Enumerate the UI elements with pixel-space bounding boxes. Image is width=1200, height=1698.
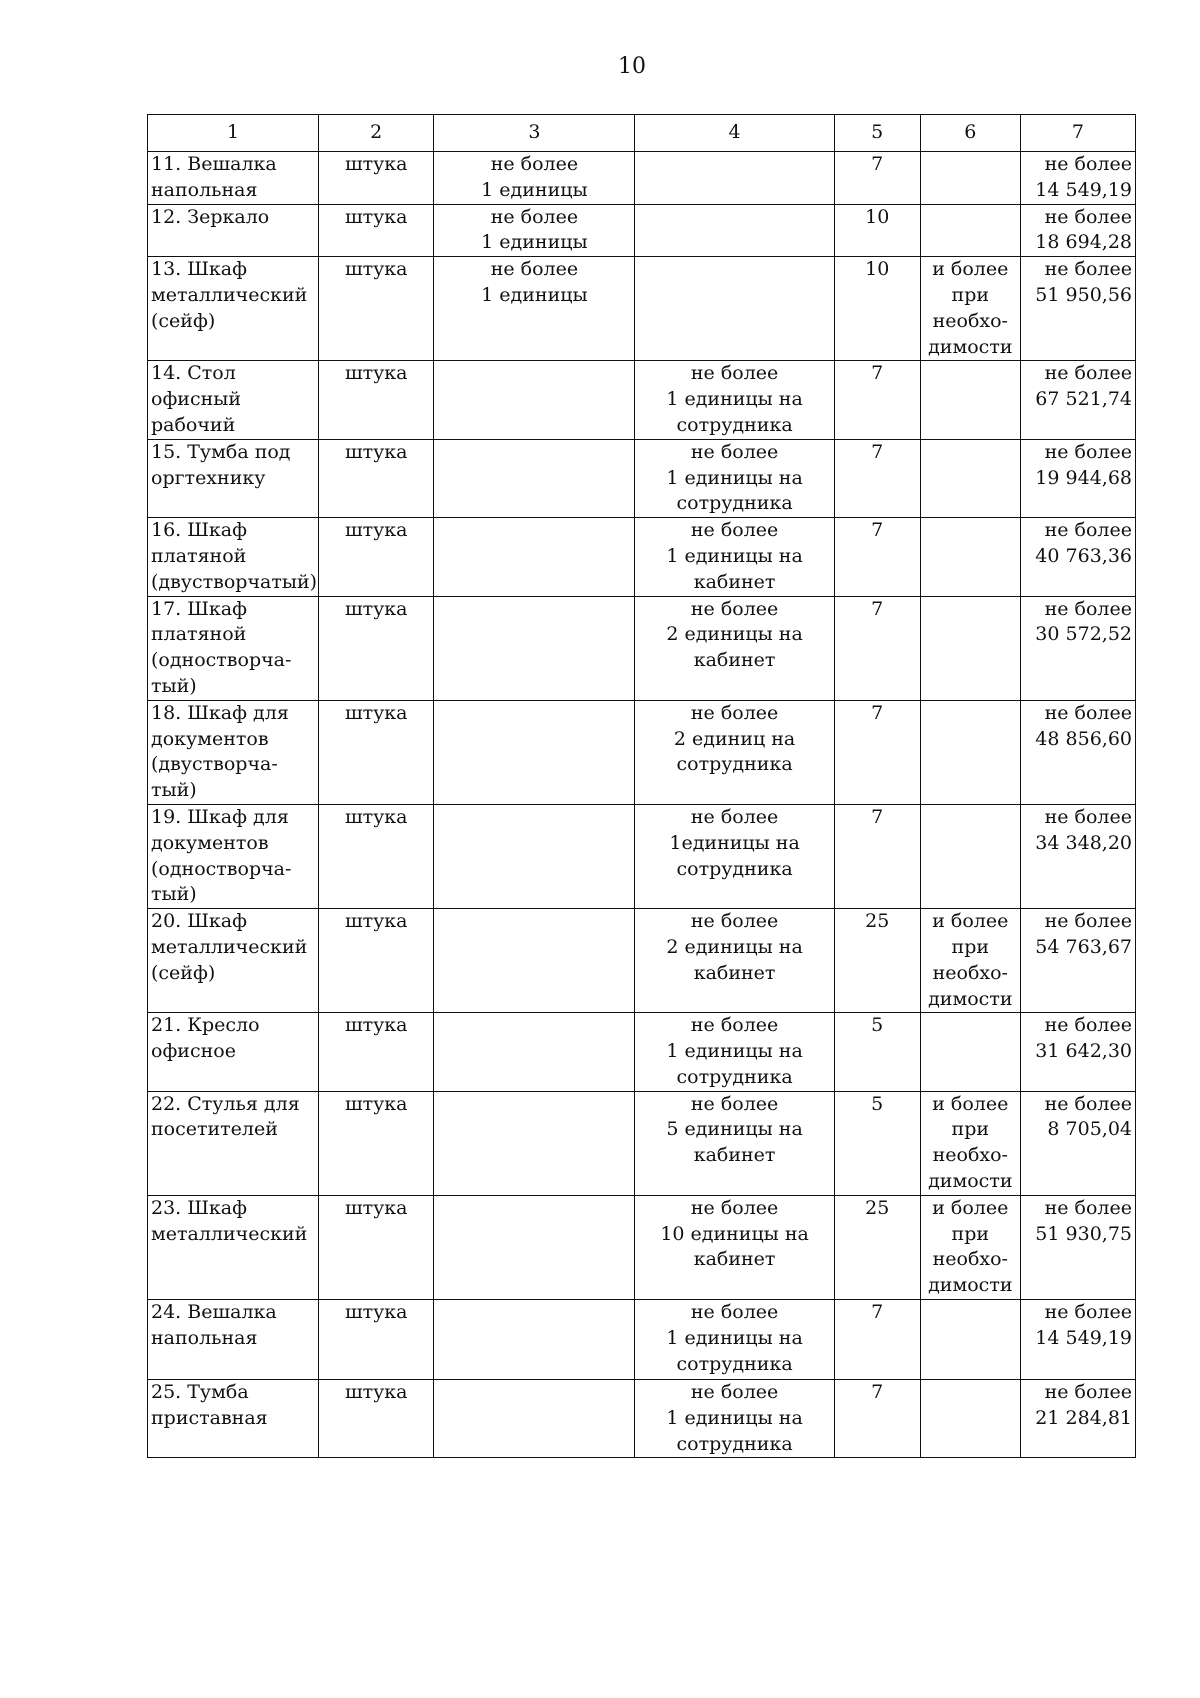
item-name-cell: 16. Шкаф платяной (двустворчатый) xyxy=(148,518,319,596)
service-life-cell: 7 xyxy=(834,361,920,439)
service-life-cell: 5 xyxy=(834,1091,920,1195)
quantity-cell xyxy=(434,361,635,439)
table-row xyxy=(148,1300,1136,1380)
max-price-cell: не более 48 856,60 xyxy=(1020,700,1135,804)
quantity-per-employee-cell: не более 1 единицы на сотрудника xyxy=(635,1380,834,1458)
quantity-per-employee-cell: не более 2 единицы на кабинет xyxy=(635,596,834,700)
table-row xyxy=(148,361,1136,439)
note-cell xyxy=(920,804,1020,908)
item-name-cell: 14. Стол офисный рабочий xyxy=(148,361,319,439)
note-cell xyxy=(920,439,1020,517)
quantity-per-employee-cell: не более 1единицы на сотрудника xyxy=(635,804,834,908)
unit-cell: штука xyxy=(319,518,434,596)
column-number: 2 xyxy=(319,115,434,152)
table-row xyxy=(148,596,1136,700)
max-price-cell: не более 31 642,30 xyxy=(1020,1013,1135,1091)
table-row xyxy=(148,518,1136,596)
note-cell: и более при необхо- димости xyxy=(920,909,1020,1013)
quantity-per-employee-cell: не более 10 единицы на кабинет xyxy=(635,1195,834,1299)
column-number: 7 xyxy=(1020,115,1135,152)
note-cell xyxy=(920,152,1020,205)
quantity-cell xyxy=(434,700,635,804)
column-number: 5 xyxy=(834,115,920,152)
quantity-cell: не более 1 единицы xyxy=(434,152,635,205)
note-cell xyxy=(920,700,1020,804)
quantity-cell: не более 1 единицы xyxy=(434,204,635,257)
item-name-cell: 20. Шкаф металлический (сейф) xyxy=(148,909,319,1013)
max-price-cell: не более 30 572,52 xyxy=(1020,596,1135,700)
max-price-cell: не более 51 930,75 xyxy=(1020,1195,1135,1299)
quantity-cell xyxy=(434,1300,635,1380)
column-number: 4 xyxy=(635,115,834,152)
max-price-cell: не более 67 521,74 xyxy=(1020,361,1135,439)
item-name-cell: 22. Стулья для посетителей xyxy=(148,1091,319,1195)
max-price-cell: не более 8 705,04 xyxy=(1020,1091,1135,1195)
table-row xyxy=(148,700,1136,804)
item-name-cell: 15. Тумба под оргтехнику xyxy=(148,439,319,517)
service-life-cell: 7 xyxy=(834,804,920,908)
item-name-cell: 18. Шкаф для документов (двустворча- тый) xyxy=(148,700,319,804)
quantity-per-employee-cell: не более 1 единицы на сотрудника xyxy=(635,1300,834,1380)
item-name-cell: 24. Вешалка напольная xyxy=(148,1300,319,1380)
quantity-per-employee-cell: не более 1 единицы на сотрудника xyxy=(635,361,834,439)
table-row xyxy=(148,1091,1136,1195)
item-name-cell: 13. Шкаф металлический (сейф) xyxy=(148,257,319,361)
table-row xyxy=(148,204,1136,257)
table-row xyxy=(148,909,1136,1013)
item-name-cell: 21. Кресло офисное xyxy=(148,1013,319,1091)
quantity-per-employee-cell: не более 5 единицы на кабинет xyxy=(635,1091,834,1195)
unit-cell: штука xyxy=(319,361,434,439)
service-life-cell: 7 xyxy=(834,596,920,700)
max-price-cell: не более 34 348,20 xyxy=(1020,804,1135,908)
item-name-cell: 17. Шкаф платяной (одностворча- тый) xyxy=(148,596,319,700)
note-cell: и более при необхо- димости xyxy=(920,1091,1020,1195)
max-price-cell: не более 51 950,56 xyxy=(1020,257,1135,361)
column-number-row xyxy=(148,115,1136,152)
item-name-cell: 11. Вешалка напольная xyxy=(148,152,319,205)
note-cell xyxy=(920,1300,1020,1380)
column-number: 6 xyxy=(920,115,1020,152)
service-life-cell: 10 xyxy=(834,204,920,257)
max-price-cell: не более 14 549,19 xyxy=(1020,152,1135,205)
unit-cell: штука xyxy=(319,1300,434,1380)
max-price-cell: не более 19 944,68 xyxy=(1020,439,1135,517)
quantity-cell xyxy=(434,804,635,908)
unit-cell: штука xyxy=(319,596,434,700)
service-life-cell: 7 xyxy=(834,1380,920,1458)
item-name-cell: 23. Шкаф металлический xyxy=(148,1195,319,1299)
table-row xyxy=(148,257,1136,361)
table-row xyxy=(148,804,1136,908)
quantity-cell xyxy=(434,439,635,517)
service-life-cell: 7 xyxy=(834,518,920,596)
unit-cell: штука xyxy=(319,439,434,517)
unit-cell: штука xyxy=(319,1195,434,1299)
service-life-cell: 7 xyxy=(834,439,920,517)
max-price-cell: не более 14 549,19 xyxy=(1020,1300,1135,1380)
page-number: 10 xyxy=(618,54,646,79)
item-name-cell: 12. Зеркало xyxy=(148,204,319,257)
unit-cell: штука xyxy=(319,1380,434,1458)
note-cell xyxy=(920,361,1020,439)
quantity-per-employee-cell: не более 2 единицы на кабинет xyxy=(635,909,834,1013)
unit-cell: штука xyxy=(319,804,434,908)
table-row xyxy=(148,1013,1136,1091)
unit-cell: штука xyxy=(319,204,434,257)
table-row xyxy=(148,1380,1136,1458)
quantity-per-employee-cell xyxy=(635,152,834,205)
quantity-cell xyxy=(434,909,635,1013)
quantity-per-employee-cell xyxy=(635,204,834,257)
quantity-per-employee-cell: не более 1 единицы на сотрудника xyxy=(635,439,834,517)
item-name-cell: 25. Тумба приставная xyxy=(148,1380,319,1458)
note-cell xyxy=(920,518,1020,596)
quantity-cell xyxy=(434,1013,635,1091)
service-life-cell: 25 xyxy=(834,1195,920,1299)
note-cell xyxy=(920,1380,1020,1458)
max-price-cell: не более 18 694,28 xyxy=(1020,204,1135,257)
quantity-cell xyxy=(434,596,635,700)
quantity-cell xyxy=(434,1091,635,1195)
quantity-cell: не более 1 единицы xyxy=(434,257,635,361)
column-number: 1 xyxy=(148,115,319,152)
quantity-per-employee-cell: не более 1 единицы на кабинет xyxy=(635,518,834,596)
table-row xyxy=(148,1195,1136,1299)
note-cell xyxy=(920,1013,1020,1091)
quantity-cell xyxy=(434,518,635,596)
furniture-norms-table xyxy=(147,114,1136,1458)
service-life-cell: 7 xyxy=(834,152,920,205)
unit-cell: штука xyxy=(319,1091,434,1195)
quantity-cell xyxy=(434,1380,635,1458)
unit-cell: штука xyxy=(319,152,434,205)
note-cell: и более при необхо- димости xyxy=(920,257,1020,361)
column-number: 3 xyxy=(434,115,635,152)
table-row xyxy=(148,439,1136,517)
item-name-cell: 19. Шкаф для документов (одностворча- тый) xyxy=(148,804,319,908)
quantity-cell xyxy=(434,1195,635,1299)
unit-cell: штука xyxy=(319,257,434,361)
unit-cell: штука xyxy=(319,700,434,804)
service-life-cell: 5 xyxy=(834,1013,920,1091)
unit-cell: штука xyxy=(319,1013,434,1091)
table-row xyxy=(148,152,1136,205)
note-cell xyxy=(920,204,1020,257)
service-life-cell: 7 xyxy=(834,700,920,804)
quantity-per-employee-cell: не более 2 единиц на сотрудника xyxy=(635,700,834,804)
quantity-per-employee-cell: не более 1 единицы на сотрудника xyxy=(635,1013,834,1091)
max-price-cell: не более 40 763,36 xyxy=(1020,518,1135,596)
service-life-cell: 10 xyxy=(834,257,920,361)
max-price-cell: не более 21 284,81 xyxy=(1020,1380,1135,1458)
quantity-per-employee-cell xyxy=(635,257,834,361)
note-cell: и более при необхо- димости xyxy=(920,1195,1020,1299)
service-life-cell: 25 xyxy=(834,909,920,1013)
unit-cell: штука xyxy=(319,909,434,1013)
service-life-cell: 7 xyxy=(834,1300,920,1380)
note-cell xyxy=(920,596,1020,700)
max-price-cell: не более 54 763,67 xyxy=(1020,909,1135,1013)
